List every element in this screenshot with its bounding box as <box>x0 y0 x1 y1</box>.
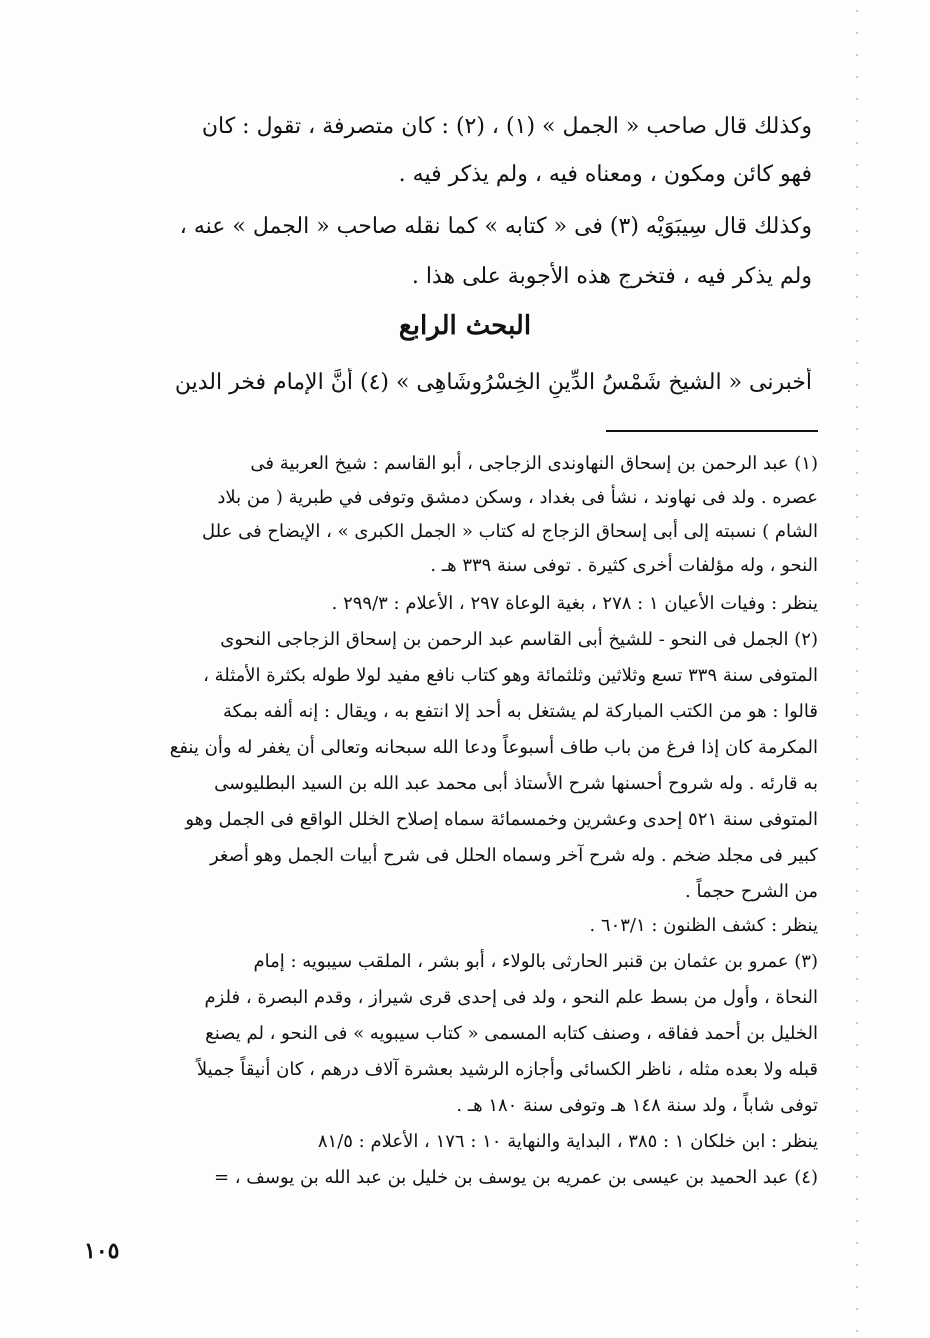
section-heading-text: البحث الرابع <box>398 311 532 341</box>
footnote-line-16: النحاة ، وأول من بسط علم النحو ، ولد فى إحدى قرى شيراز ، وقدم البصرة ، فلزم <box>204 987 818 1008</box>
footnote-line-15: (٣) عمرو بن عثمان بن قنبر الحارثى بالولاء ، أبو بشر ، الملقب سيبويه : إمام <box>253 951 818 972</box>
footnote-line-8: قالوا : هو من الكتب المباركة لم يشتغل به أحد إلا انتفع به ، ويقال : إنه ألفه بمكة <box>222 701 818 722</box>
footnote-line-11: المتوفى سنة ٥٢١ إحدى وعشرين وخمسمائة سماه إصلاح الخلل الواقع فى الجمل وهو <box>185 809 818 830</box>
footnote-line-5: ينظر : وفيات الأعيان ١ : ٢٧٨ ، بغية الوعاة ٢٩٧ ، الأعلام : ٢٩٩/٣ . <box>331 593 818 614</box>
main-line-1: وكذلك قال صاحب « الجمل » (١) ، (٢) : كان متصرفة ، تقول : كان <box>201 114 812 139</box>
footnote-separator <box>606 430 818 432</box>
main-line-after-heading: أخبرنى « الشيخ شَمْسُ الدِّينِ الخِسْرُوشَاهِى » (٤) أنَّ الإمام فخر الدين <box>174 370 812 395</box>
footnote-line-1: (١) عبد الرحمن بن إسحاق النهاوندى الزجاجى ، أبو القاسم : شيخ العربية فى <box>250 453 818 474</box>
footnote-line-19: توفى شاباً ، ولد سنة ١٤٨ هـ وتوفى سنة ١٨٠ هـ . <box>456 1095 818 1116</box>
scan-margin-dots <box>856 0 858 1338</box>
footnote-line-3: الشام ) نسبته إلى أبى إسحاق الزجاج له كتاب « الجمل الكبرى » ، الإيضاح فى علل <box>202 521 818 542</box>
footnote-line-10: به قارئه . وله شروح أحسنها شرح الأستاذ أبى محمد عبد الله بن السيد البطليوسى <box>214 773 818 794</box>
footnote-line-12: كبير فى مجلد ضخم . وله شرح آخر وسماه الحلل فى شرح أبيات الجمل وهو أصغر <box>209 845 818 866</box>
footnote-line-2: عصره . ولد فى نهاوند ، نشأ فى بغداد ، وسكن دمشق وتوفى في طبرية ( من بلاد <box>217 487 818 508</box>
footnote-line-6: (٢) الجمل فى النحو - للشيخ أبى القاسم عبد الرحمن بن إسحاق الزجاجى النحوى <box>220 629 818 650</box>
footnote-line-17: الخليل بن أحمد ففاقه ، وصنف كتابه المسمى « كتاب سيبويه » فى النحو ، لم يصنع <box>205 1023 818 1044</box>
main-line-2: فهو كائن ومكون ، ومعناه فيه ، ولم يذكر فيه . <box>398 162 812 187</box>
footnote-line-9: المكرمة كان إذا فرغ من باب طاف أسبوعاً ودعا الله سبحانه وتعالى أن يغفر له وأن ينفع <box>169 737 818 758</box>
footnote-line-14: ينظر : كشف الظنون : ٦٠٣/١ . <box>589 915 818 936</box>
footnote-line-20: ينظر : ابن خلكان ١ : ٣٨٥ ، البداية والنهاية ١٠ : ١٧٦ ، الأعلام : ٨١/٥ <box>317 1131 818 1152</box>
footnote-line-18: قبله ولا بعده مثله ، ناظر الكسائى وأجازه الرشيد بعشرة آلاف درهم ، كان أنيقاً جميلاً <box>196 1059 818 1080</box>
main-line-3: وكذلك قال سِيبَوَيْه (٣) فى « كتابه » كما نقله صاحب « الجمل » عنه ، <box>179 214 812 239</box>
main-line-4: ولم يذكر فيه ، فتخرج هذه الأجوبة على هذا . <box>411 264 812 289</box>
footnote-line-21: (٤) عبد الحميد بن عيسى بن عمريه بن يوسف بن خليل بن عبد الله بن يوسف ، = <box>213 1167 818 1188</box>
section-heading <box>0 308 930 344</box>
footnote-line-13: من الشرح حجماً . <box>685 881 818 902</box>
footnote-line-4: النحو ، وله مؤلفات أخرى كثيرة . توفى سنة ٣٣٩ هـ . <box>430 555 818 576</box>
footnote-line-7: المتوفى سنة ٣٣٩ تسع وثلاثين وثلثمائة وهو كتاب نافع مفيد لولا طوله بكثرة الأمثلة ، <box>203 665 818 686</box>
page-number: ١٠٥ <box>84 1238 120 1264</box>
